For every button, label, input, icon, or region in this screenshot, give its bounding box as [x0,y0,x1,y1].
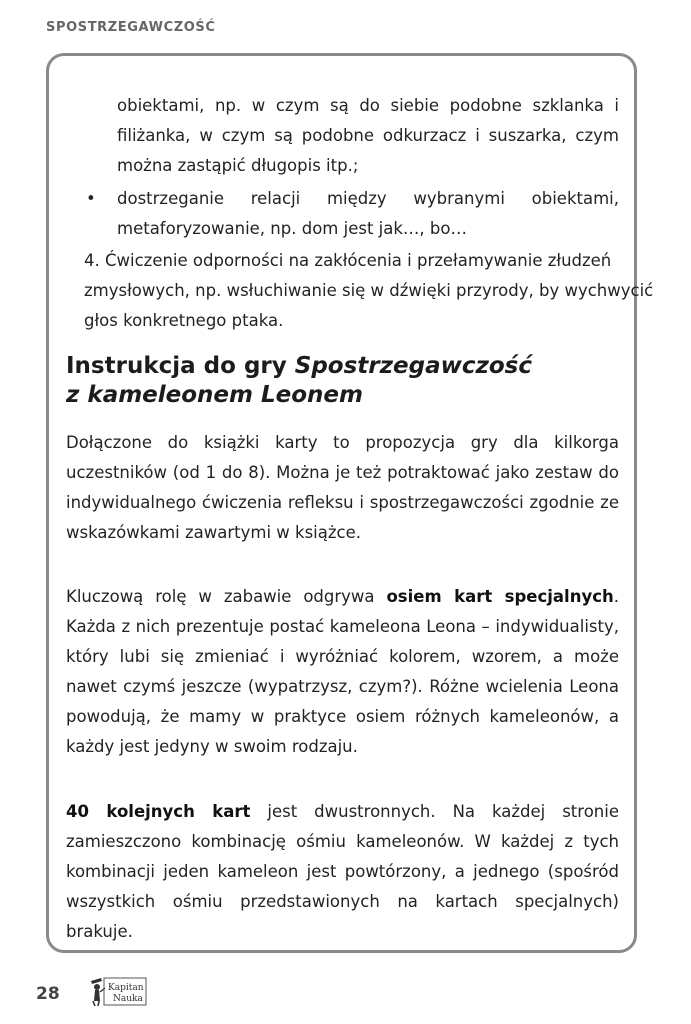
emphasis-special-cards: osiem kart specjalnych [386,587,614,606]
kapitan-nauka-logo-icon [87,975,149,1007]
paragraph-text [66,797,619,947]
page-number: 28 [36,984,60,1004]
numbered-item-4 [84,246,654,336]
logo-text-line2: Nauka [113,994,143,1004]
bullet-point: • [86,189,96,208]
bullet-item [117,184,619,244]
paragraph-cards-intro [66,428,619,548]
heading-game-title: Spostrzegawczość [294,353,532,379]
paragraph-text-part: Kluczową rolę w zabawie odgrywa [66,587,387,606]
continuation-paragraph: obiektami, np. w czym są do siebie podobne szklanka i filiżanka, w czym są podobne odkurzacz i suszarka, czym można zastąpić długopis itp.; [117,96,619,175]
paragraph-text: Dołączone do książki karty to propozycja gry dla kilkorga uczestników (od 1 do 8). Można je też potraktować jako zestaw do indywidualnego ćwiczenia refleksu i spostrzegawczości zgodnie ze wskazówkami zawartymi w książce. [66,433,619,542]
paragraph-text-part: . Każda z nich prezentuje postać kameleona Leona – indywidualisty, który lubi się zmieniać i wyróżniać kolorem, wzorem, a może nawet czymś jeszcze (wypatrzysz, czym?). Różne wcielenia Leona powodują, że mamy w praktyce osiem różnych kameleonów, a każdy jest jedyny w swoim rodzaju. [66,587,619,756]
numbered-item-line: 4. Ćwiczenie odporności na zakłócenia i przełamywanie złudzeń [84,251,612,270]
bullet-text: dostrzeganie relacji między wybranymi obiektami, metaforyzowanie, np. dom jest jak…, bo… [117,189,619,238]
emphasis-forty-cards: 40 kolejnych kart [66,802,251,821]
heading-game-subtitle: z kameleonem Leonem [66,382,364,408]
paragraph-regular-cards [66,797,619,947]
continuation-text [117,91,619,181]
paragraph-text-part: jest dwustronnych. Na każdej stronie zamieszczono kombinację ośmiu kameleonów. W każdej z tych kombinacji jeden kameleon jest powtórzony, a jednego (spośród wszystkich ośmiu przedstawionych na kartach specjalnych) brakuje. [66,802,619,941]
numbered-item-line: głos konkretnego ptaka. [84,311,284,330]
paragraph-special-cards [66,582,619,762]
heading-text: Instrukcja do gry [66,353,295,379]
numbered-item-line: zmysłowych, np. wsłuchiwanie się w dźwięki przyrody, by wychwycić [84,281,654,300]
paragraph-text [66,582,619,762]
publisher-logo [87,975,149,1007]
logo-text-line1: Kapitan [108,983,144,993]
running-header: SPOSTRZEGAWCZOŚĆ [46,20,216,35]
section-heading [66,352,619,410]
